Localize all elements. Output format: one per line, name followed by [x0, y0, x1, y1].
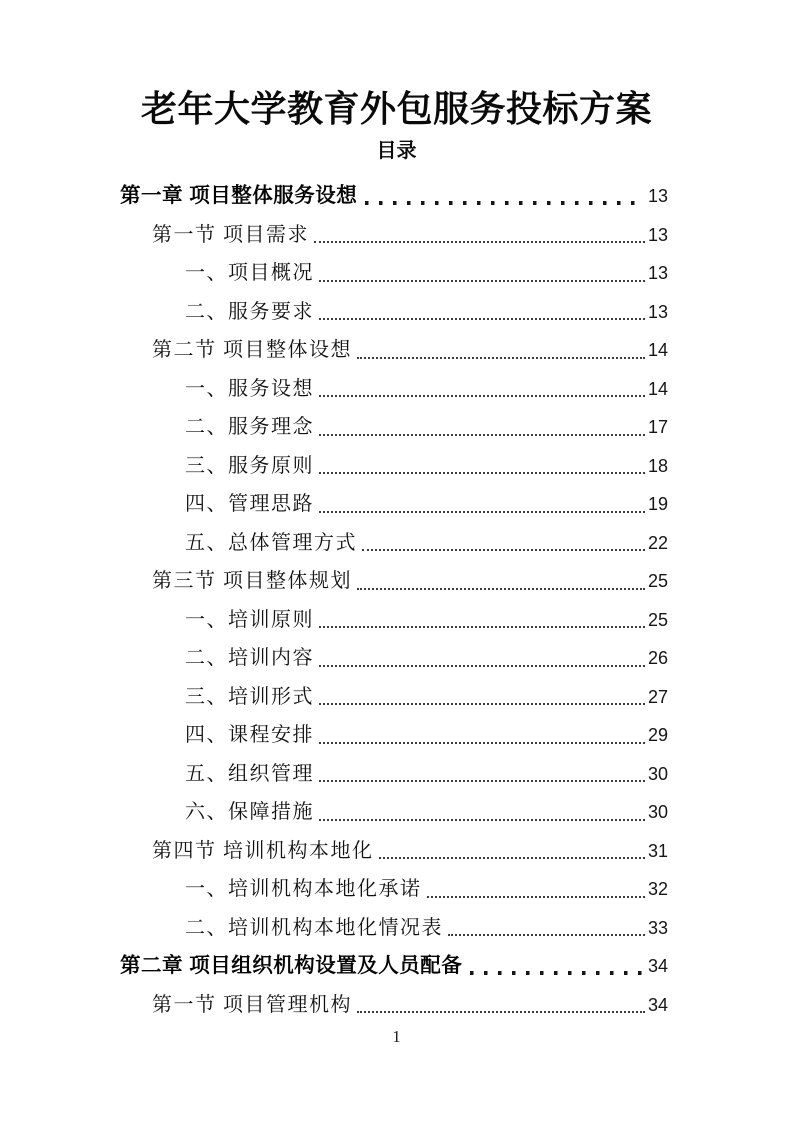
toc-entry[interactable] — [120, 755, 668, 794]
toc-entry-label: 一、项目概况 — [185, 262, 314, 284]
toc-leader-dots — [319, 742, 645, 744]
toc-leader-dots — [319, 780, 645, 782]
document-title: 老年大学教育外包服务投标方案 — [140, 88, 652, 129]
toc-entry-page: 13 — [647, 263, 668, 283]
toc-entry-page: 13 — [647, 186, 668, 206]
toc-entry-label: 五、总体管理方式 — [185, 531, 357, 554]
toc-entry-page: 27 — [647, 686, 668, 707]
toc-entry-label: 四、课程安排 — [185, 724, 314, 746]
toc-entry-page: 34 — [647, 956, 668, 976]
toc-entry-label: 第一节 项目管理机构 — [152, 993, 352, 1016]
toc-entry-label: 第四节 培训机构本地化 — [152, 839, 374, 862]
toc-entry-label: 第二章 项目组织机构设置及人员配备 — [120, 954, 463, 977]
toc-entry-page: 17 — [647, 417, 668, 437]
toc-leader-dots — [319, 511, 645, 513]
toc-entry-label: 第二节 项目整体设想 — [152, 339, 352, 361]
toc-entry-label: 一、培训机构本地化承诺 — [185, 878, 422, 900]
toc-leader-dots — [357, 357, 645, 359]
toc-entry-label: 三、培训形式 — [185, 685, 314, 708]
toc-entry-page: 19 — [647, 494, 668, 514]
toc-entry-label: 二、培训机构本地化情况表 — [185, 916, 443, 939]
toc-entry[interactable] — [120, 293, 668, 332]
toc-entry-page: 25 — [647, 571, 668, 591]
toc-entry[interactable] — [120, 447, 668, 486]
toc-entry[interactable] — [120, 370, 668, 409]
toc-entry-label: 第一节 项目需求 — [152, 223, 309, 246]
toc-entry[interactable] — [120, 986, 668, 1025]
toc-leader-dots — [427, 896, 645, 898]
toc-leader-dots — [319, 395, 645, 397]
toc-entry-page: 13 — [647, 224, 668, 245]
toc-entry-label: 三、服务原则 — [185, 454, 314, 477]
toc-entry-label: 六、保障措施 — [185, 801, 314, 823]
toc-leader-dots — [448, 934, 645, 936]
toc-leader-dots — [319, 318, 645, 320]
toc-entry-page: 33 — [647, 917, 668, 938]
toc-list — [120, 177, 668, 1024]
toc-entry-page: 26 — [647, 648, 668, 668]
toc-entry[interactable] — [120, 639, 668, 678]
toc-leader-dots — [319, 472, 645, 474]
toc-leader-dots — [379, 857, 645, 859]
toc-entry-page: 34 — [647, 994, 668, 1015]
toc-entry-page: 18 — [647, 455, 668, 476]
toc-entry-label: 二、培训内容 — [185, 647, 314, 669]
toc-entry-label: 一、服务设想 — [185, 377, 314, 400]
toc-leader-dots — [365, 201, 642, 205]
toc-entry[interactable] — [120, 870, 668, 909]
toc-leader-dots — [357, 588, 645, 590]
toc-entry[interactable] — [120, 254, 668, 293]
toc-entry-label: 五、组织管理 — [185, 762, 314, 785]
toc-leader-dots — [357, 1011, 645, 1013]
toc-entry-label: 四、管理思路 — [185, 493, 314, 515]
toc-entry[interactable] — [120, 562, 668, 601]
toc-entry[interactable] — [120, 408, 668, 447]
toc-entry-page: 31 — [647, 840, 668, 861]
toc-entry-label: 第一章 项目整体服务设想 — [120, 184, 358, 207]
toc-entry-page: 30 — [647, 802, 668, 822]
toc-entry[interactable] — [120, 793, 668, 832]
toc-entry[interactable] — [120, 947, 668, 986]
toc-entry-page: 14 — [647, 378, 668, 399]
toc-entry[interactable] — [120, 601, 668, 640]
toc-leader-dots — [362, 549, 645, 551]
toc-entry[interactable] — [120, 678, 668, 717]
toc-entry[interactable] — [120, 832, 668, 871]
toc-leader-dots — [319, 280, 645, 282]
toc-entry-page: 14 — [647, 340, 668, 360]
toc-leader-dots — [319, 703, 645, 705]
toc-leader-dots — [319, 665, 645, 667]
toc-entry[interactable] — [120, 524, 668, 563]
toc-entry-page: 32 — [647, 879, 668, 899]
toc-entry-page: 13 — [647, 301, 668, 322]
toc-entry[interactable] — [120, 485, 668, 524]
toc-leader-dots — [470, 971, 642, 975]
toc-entry-label: 二、服务理念 — [185, 416, 314, 438]
toc-leader-dots — [319, 434, 645, 436]
toc-entry[interactable] — [120, 216, 668, 255]
toc-leader-dots — [314, 241, 645, 243]
toc-entry-label: 第三节 项目整体规划 — [152, 570, 352, 592]
toc-entry-page: 29 — [647, 725, 668, 745]
toc-leader-dots — [319, 819, 645, 821]
toc-entry-page: 30 — [647, 763, 668, 784]
toc-entry[interactable] — [120, 716, 668, 755]
toc-heading: 目录 — [376, 140, 417, 162]
toc-entry-page: 25 — [647, 609, 668, 630]
toc-entry-page: 22 — [647, 532, 668, 553]
toc-entry[interactable] — [120, 331, 668, 370]
toc-leader-dots — [319, 626, 645, 628]
toc-entry-label: 一、培训原则 — [185, 608, 314, 631]
footer-page-number: 1 — [392, 1027, 401, 1046]
toc-entry-label: 二、服务要求 — [185, 300, 314, 323]
toc-entry[interactable] — [120, 177, 668, 216]
toc-entry[interactable] — [120, 909, 668, 948]
